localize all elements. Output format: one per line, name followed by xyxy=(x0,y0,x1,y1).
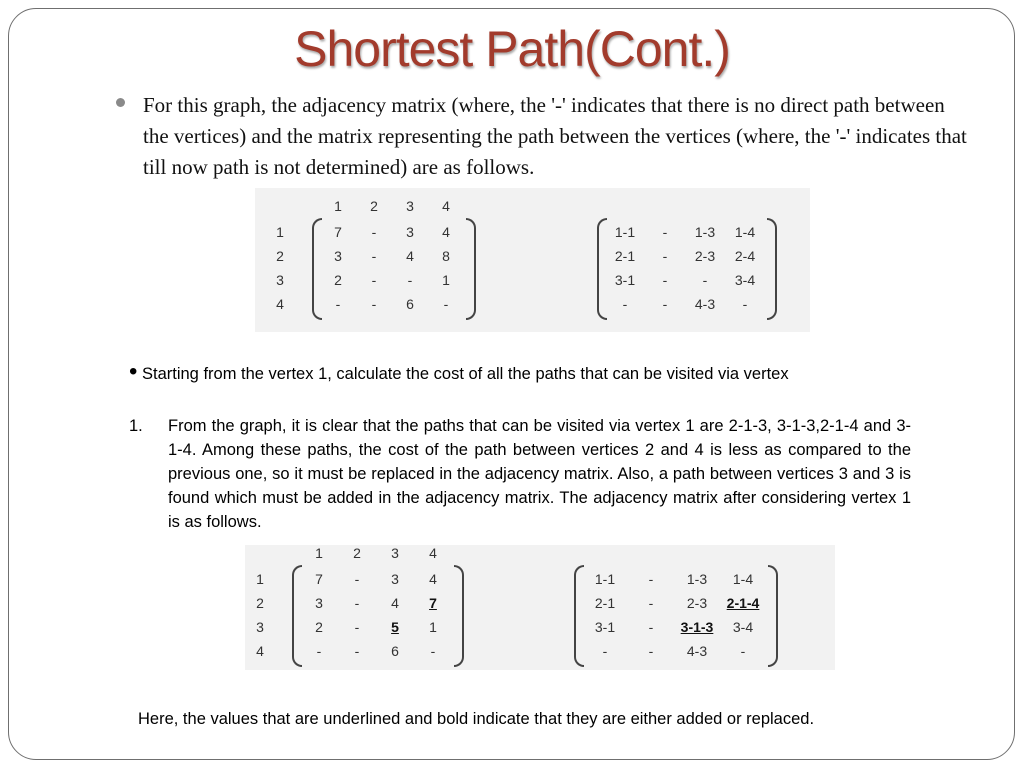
col-header: 3 xyxy=(406,198,414,214)
matrix-bracket-right xyxy=(768,565,778,667)
matrix-cell: 6 xyxy=(391,643,399,659)
row-label: 2 xyxy=(276,248,284,264)
matrix-cell: 4 xyxy=(429,571,437,587)
footer-note: Here, the values that are underlined and bold indicate that they are either added or replaced. xyxy=(138,710,815,728)
matrix-cell: - xyxy=(354,571,360,587)
matrix-cell: - xyxy=(371,272,377,288)
matrix-cell: - xyxy=(371,224,377,240)
matrix-cell: - xyxy=(371,296,377,312)
matrix-cell: - xyxy=(335,296,341,312)
matrix-cell: 4 xyxy=(391,595,399,611)
matrix-cell: 1-4 xyxy=(734,224,756,240)
matrix-cell: 7 xyxy=(334,224,342,240)
matrix-cell: 3-1-3 xyxy=(680,619,714,635)
matrix-cell: 2 xyxy=(315,619,323,635)
row-label: 4 xyxy=(276,296,284,312)
matrix-cell: - xyxy=(648,595,654,611)
bullet-dot xyxy=(116,98,125,107)
row-label: 2 xyxy=(256,595,264,611)
row-label: 1 xyxy=(256,571,264,587)
matrix-cell: 4-3 xyxy=(694,296,716,312)
matrix-cell: 1-1 xyxy=(594,571,616,587)
matrix-cell: 2-1 xyxy=(614,248,636,264)
matrix-cell: 2-1-4 xyxy=(726,595,760,611)
matrix-cell: - xyxy=(354,619,360,635)
matrix-cell: - xyxy=(702,272,708,288)
matrix-cell: 7 xyxy=(429,595,437,611)
step-detail: From the graph, it is clear that the paths that can be visited via vertex 1 are 2-1-3, 3-1-3,2-1-4 and 3-1-4. Among these paths, the cost of the path between vertices 2 and 4 is less as compared to the previous one, so it must be replaced in the adjacency matrix. Also, a path between vertices 3 and 3 is found which must be added in the adjacency matrix. The adjacency matrix after considering vertex 1 is as follows. xyxy=(168,417,911,531)
matrix-cell: - xyxy=(622,296,628,312)
matrix-cell: 8 xyxy=(442,248,450,264)
matrix-cell: 2-1 xyxy=(594,595,616,611)
col-header: 1 xyxy=(315,545,323,561)
col-header: 2 xyxy=(370,198,378,214)
matrix-cell: - xyxy=(371,248,377,264)
bullet-dot-small: • xyxy=(129,358,138,385)
matrix-cell: 2-3 xyxy=(694,248,716,264)
matrix-cell: - xyxy=(602,643,608,659)
matrix-cell: 3 xyxy=(391,571,399,587)
matrix-cell: - xyxy=(662,272,668,288)
step-paragraph xyxy=(129,358,911,386)
matrix-cell: - xyxy=(662,248,668,264)
matrix-cell: 4 xyxy=(406,248,414,264)
matrix-cell: - xyxy=(407,272,413,288)
matrix-cell: 3-1 xyxy=(594,619,616,635)
row-label: 4 xyxy=(256,643,264,659)
matrix-cell: 2-4 xyxy=(734,248,756,264)
matrix-cell: - xyxy=(316,643,322,659)
matrix-cell: 3-4 xyxy=(734,272,756,288)
col-header: 4 xyxy=(429,545,437,561)
matrix-cell: 3 xyxy=(334,248,342,264)
matrix-cell: 7 xyxy=(315,571,323,587)
row-label: 1 xyxy=(276,224,284,240)
step-text: Starting from the vertex 1, calculate the cost of all the paths that can be visited via vertex xyxy=(142,365,789,383)
matrix-cell: - xyxy=(742,296,748,312)
col-header: 2 xyxy=(353,545,361,561)
matrix-cell: 3-4 xyxy=(732,619,754,635)
matrix-cell: 4 xyxy=(442,224,450,240)
matrix-cell: 3 xyxy=(406,224,414,240)
col-header: 4 xyxy=(442,198,450,214)
matrix-cell: - xyxy=(662,224,668,240)
matrix-cell: - xyxy=(648,619,654,635)
matrix-cell: 6 xyxy=(406,296,414,312)
matrix-cell: 2 xyxy=(334,272,342,288)
matrix-cell: 2-3 xyxy=(686,595,708,611)
matrix-cell: 1 xyxy=(429,619,437,635)
matrix-cell: 1-4 xyxy=(732,571,754,587)
row-label: 3 xyxy=(256,619,264,635)
matrix-cell: 1-3 xyxy=(694,224,716,240)
matrix-cell: 1 xyxy=(442,272,450,288)
col-header: 3 xyxy=(391,545,399,561)
matrix-cell: - xyxy=(740,643,746,659)
row-label: 3 xyxy=(276,272,284,288)
matrix-cell: 1-3 xyxy=(686,571,708,587)
matrix-cell: - xyxy=(648,571,654,587)
matrix-cell: - xyxy=(354,643,360,659)
step-number: 1. xyxy=(129,417,143,435)
matrix-cell: - xyxy=(443,296,449,312)
matrix-cell: - xyxy=(662,296,668,312)
matrix-cell: - xyxy=(354,595,360,611)
slide-title: Shortest Path(Cont.) xyxy=(294,21,730,77)
matrix-cell: 3 xyxy=(315,595,323,611)
matrix-cell: - xyxy=(430,643,436,659)
matrix-cell: 3-1 xyxy=(614,272,636,288)
matrix-cell: 4-3 xyxy=(686,643,708,659)
col-header: 1 xyxy=(334,198,342,214)
intro-paragraph: For this graph, the adjacency matrix (where, the '-' indicates that there is no direct path between the vertices) and the matrix representing the path between the vertices (where, the '-' indicates that till now path is not determined) are as follows. xyxy=(143,93,967,179)
matrix-cell: 5 xyxy=(391,619,399,635)
matrix-cell: - xyxy=(648,643,654,659)
matrix-cell: 1-1 xyxy=(614,224,636,240)
